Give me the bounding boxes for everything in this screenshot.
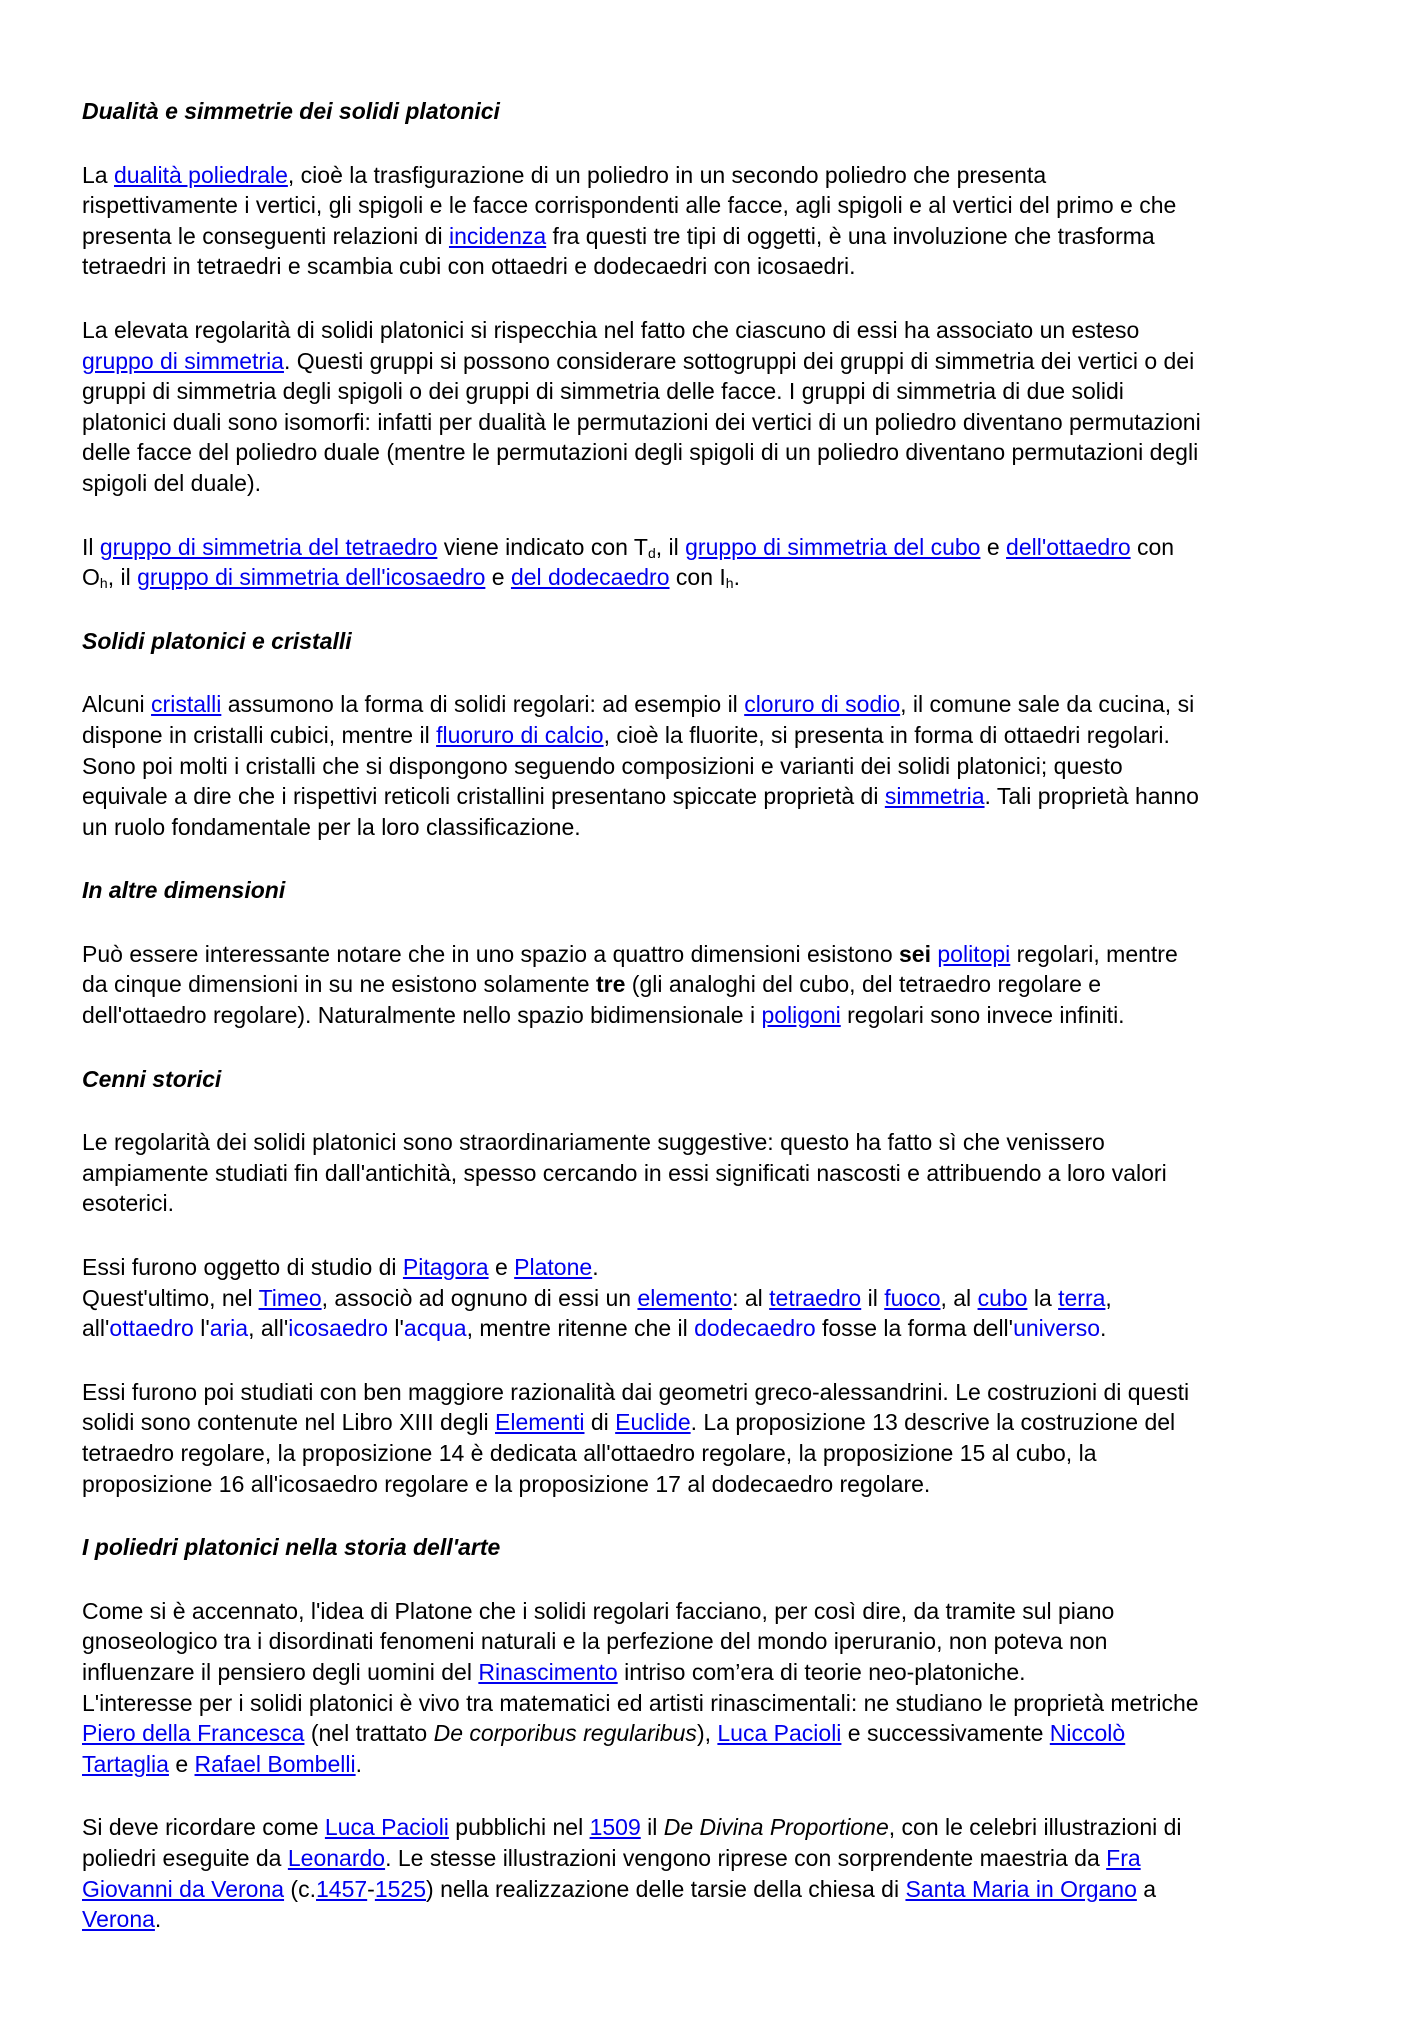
text: spigoli del duale). [82, 469, 262, 496]
link-simmetria[interactable]: simmetria [884, 783, 985, 810]
paragraph-duality-2 [82, 315, 1382, 499]
link-euclide[interactable]: Euclide [615, 1409, 691, 1436]
text: , con le celebri illustrazioni di [888, 1814, 1182, 1841]
text: l' [388, 1315, 404, 1342]
link-elementi[interactable]: Elementi [495, 1409, 585, 1436]
text: esoterici. [82, 1190, 175, 1217]
text: Sono poi molti i cristalli che si dispongono seguendo composizioni e varianti dei solidi platonici; questo [82, 752, 1123, 779]
text: Quest'ultimo, nel [82, 1284, 259, 1311]
text: dell'ottaedro regolare). Naturalmente nello spazio bidimensionale i [82, 1002, 762, 1029]
link-1457[interactable]: 1457 [316, 1875, 368, 1902]
text: L'interesse per i solidi platonici è vivo tra matematici ed artisti rinascimentali: ne studiano le proprietà metriche [82, 1689, 1199, 1716]
text: l' [193, 1315, 210, 1342]
text: . Questi gruppi si possono considerare sottogruppi dei gruppi di simmetria dei vertici o dei [283, 347, 1195, 374]
text: . [733, 564, 740, 591]
link-acqua[interactable]: acqua [403, 1315, 467, 1342]
text: . Le stesse illustrazioni vengono riprese con sorprendente maestria da [385, 1844, 1107, 1871]
link-universo[interactable]: universo [1013, 1315, 1100, 1342]
text: , all' [248, 1315, 289, 1342]
text: , cioè la fluorite, si presenta in forma di ottaedri regolari. [603, 721, 1170, 748]
bold-text: sei [899, 940, 931, 967]
text: il [640, 1814, 664, 1841]
link-1509[interactable]: 1509 [589, 1814, 641, 1841]
text: Essi furono oggetto di studio di [82, 1254, 403, 1281]
text: . [592, 1254, 599, 1281]
link-fra-giovanni-2[interactable]: Giovanni da Verona [82, 1875, 285, 1902]
link-1525[interactable]: 1525 [374, 1875, 427, 1902]
text: assumono la forma di solidi regolari: ad esempio il [221, 691, 745, 718]
text: proposizione 16 all'icosaedro regolare e la proposizione 17 al dodecaedro regolare. [82, 1470, 931, 1497]
text: viene indicato con T [437, 533, 648, 560]
link-pitagora[interactable]: Pitagora [402, 1254, 489, 1281]
text: Può essere interessante notare che in uno spazio a quattro dimensioni esistono [82, 940, 900, 967]
text: presenta le conseguenti relazioni di [82, 222, 449, 249]
link-terra[interactable]: terra [1058, 1284, 1106, 1311]
text: intriso com’era di teorie neo-platoniche. [617, 1658, 1026, 1685]
text: La [82, 161, 114, 188]
text: Alcuni [82, 691, 152, 718]
subscript: d [647, 544, 656, 561]
link-platone[interactable]: Platone [514, 1254, 593, 1281]
text: un ruolo fondamentale per la loro classificazione. [82, 813, 581, 840]
text: Il [82, 533, 100, 560]
link-fra-giovanni-1[interactable]: Fra [1106, 1844, 1141, 1871]
text: , il [107, 564, 138, 591]
section-heading-art: I poliedri platonici nella storia dell'arte [82, 1534, 501, 1561]
section-heading-dimensions: In altre dimensioni [82, 877, 286, 904]
paragraph-history-3 [82, 1377, 1382, 1499]
link-timeo[interactable]: Timeo [258, 1284, 322, 1311]
text: con [1130, 533, 1175, 560]
text: fra questi tre tipi di oggetti, è una involuzione che trasforma [546, 222, 1155, 249]
text: gnoseologico tra i disordinati fenomeni naturali e la perfezione del mondo iperuranio, non poteva non [82, 1628, 1108, 1655]
link-poligoni[interactable]: poligoni [761, 1002, 841, 1029]
text: da cinque dimensioni in su ne esistono solamente [82, 971, 596, 998]
paragraph-art-1 [82, 1596, 1382, 1780]
text: , associò ad ognuno di essi un [321, 1284, 638, 1311]
link-dodecaedro-2[interactable]: dodecaedro [694, 1315, 816, 1342]
text: , mentre ritenne che il [466, 1315, 695, 1342]
text: e successivamente [841, 1720, 1050, 1747]
text: , cioè la trasfigurazione di un poliedro in un secondo poliedro che presenta [287, 161, 1047, 188]
link-dualita-poliedrale[interactable]: dualità poliedrale [113, 161, 288, 188]
link-aria[interactable]: aria [209, 1315, 249, 1342]
text: . [355, 1750, 362, 1777]
text: (gli analoghi del cubo, del tetraedro regolare e [625, 971, 1102, 998]
link-luca-pacioli-2[interactable]: Luca Pacioli [324, 1814, 449, 1841]
text: , il comune sale da cucina, si [900, 691, 1195, 718]
text: il [861, 1284, 885, 1311]
link-niccolo-tartaglia-1[interactable]: Niccolò [1049, 1720, 1126, 1747]
link-cloruro-di-sodio[interactable]: cloruro di sodio [744, 691, 901, 718]
text: regolari sono invece infiniti. [840, 1002, 1125, 1029]
paragraph-art-2 [82, 1812, 1382, 1934]
text: ), [696, 1720, 718, 1747]
text: La elevata regolarità di solidi platonici si rispecchia nel fatto che ciascuno di essi ha associato un esteso [82, 316, 1140, 343]
text: ) nella realizzazione delle tarsie della chiesa di [426, 1875, 906, 1902]
section-heading-duality: Dualità e simmetrie dei solidi platonici [82, 98, 500, 124]
link-icosaedro[interactable]: icosaedro [288, 1315, 388, 1342]
text: con I [669, 564, 726, 591]
link-dodecaedro[interactable]: del dodecaedro [510, 564, 670, 591]
italic-title: De corporibus regularibus [433, 1720, 697, 1747]
text: equivale a dire che i rispettivi reticoli cristallini presentano spiccate proprietà di [82, 783, 885, 810]
link-incidenza[interactable]: incidenza [448, 222, 547, 249]
link-elemento[interactable]: elemento [637, 1284, 733, 1311]
paragraph-crystals-1 [82, 689, 1382, 842]
text: ampiamente studiati fin dall'antichità, spesso cercando in essi significati nascosti e attribuendo a loro valori [82, 1159, 1167, 1186]
text: a [1136, 1875, 1157, 1902]
text: e [485, 564, 511, 591]
text: , il [655, 533, 686, 560]
text: e [168, 1750, 195, 1777]
link-ottaedro[interactable]: dell'ottaedro [1006, 533, 1131, 560]
text: (nel trattato [304, 1720, 434, 1747]
section-heading-crystals: Solidi platonici e cristalli [82, 627, 352, 654]
link-rinascimento[interactable]: Rinascimento [478, 1658, 618, 1685]
link-gruppo-simmetria-tetraedro[interactable]: gruppo di simmetria del tetraedro [99, 533, 438, 560]
link-luca-pacioli[interactable]: Luca Pacioli [717, 1720, 842, 1747]
italic-title: De Divina Proportione [663, 1814, 889, 1841]
link-verona[interactable]: Verona [82, 1906, 155, 1933]
text: all' [82, 1315, 110, 1342]
paragraph-history-2 [82, 1252, 1382, 1344]
text: poliedri eseguite da [82, 1844, 288, 1871]
text: solidi sono contenute nel Libro XIII degli [82, 1409, 495, 1436]
link-politopi[interactable]: politopi [937, 940, 1011, 967]
text: (c. [284, 1875, 316, 1902]
paragraph-duality-3 [82, 532, 1382, 593]
link-fluoruro-di-calcio[interactable]: fluoruro di calcio [436, 721, 604, 748]
paragraph-dimensions-1 [82, 939, 1382, 1031]
paragraph-history-1 [82, 1127, 1382, 1219]
text: tetraedri in tetraedri e scambia cubi con ottaedri e dodecaedri con icosaedri. [82, 253, 856, 280]
paragraph-duality-1 [82, 160, 1382, 282]
link-ottaedro-2[interactable]: ottaedro [109, 1315, 194, 1342]
text: Essi furono poi studiati con ben maggiore razionalità dai geometri greco-alessandrini. Le costruzioni di questi [82, 1378, 1190, 1405]
text: : al [732, 1284, 770, 1311]
text: delle facce del poliedro duale (mentre le permutazioni degli spigoli di un poliedro diventano permutazioni degli [82, 439, 1199, 466]
link-gruppo-simmetria-icosaedro[interactable]: gruppo di simmetria dell'icosaedro [137, 564, 486, 591]
text: , al [940, 1284, 978, 1311]
text: rispettivamente i vertici, gli spigoli e le facce corrispondenti alle facce, agli spigoli e al vertici del primo e che [82, 192, 1177, 219]
text: regolari, mentre [1010, 940, 1178, 967]
text: . [1100, 1315, 1107, 1342]
text: . Tali proprietà hanno [984, 783, 1199, 810]
link-fuoco[interactable]: fuoco [884, 1284, 941, 1311]
text: , [1105, 1284, 1112, 1311]
document-page [82, 96, 1382, 1935]
section-heading-history: Cenni storici [82, 1065, 222, 1092]
link-santa-maria-in-organo[interactable]: Santa Maria in Organo [905, 1875, 1137, 1902]
link-tetraedro[interactable]: tetraedro [769, 1284, 862, 1311]
text: platonici duali sono isomorfi: infatti per dualità le permutazioni dei vertici di un poliedro diventano permutazioni [82, 408, 1201, 435]
link-niccolo-tartaglia-2[interactable]: Tartaglia [82, 1750, 169, 1777]
text: . La proposizione 13 descrive la costruzione del [690, 1409, 1176, 1436]
text: e [488, 1254, 515, 1281]
link-cristalli[interactable]: cristalli [151, 691, 222, 718]
text: O [82, 564, 100, 591]
text: influenzare il pensiero degli uomini del [82, 1658, 479, 1685]
link-gruppo-simmetria-cubo[interactable]: gruppo di simmetria del cubo [685, 533, 981, 560]
text: Si deve ricordare come [82, 1814, 325, 1841]
text: Le regolarità dei solidi platonici sono straordinariamente suggestive: questo ha fatto sì che venissero [82, 1129, 1105, 1156]
text: di [584, 1409, 616, 1436]
text: Come si è accennato, l'idea di Platone che i solidi regolari facciano, per così dire, da tramite sul piano [82, 1597, 1115, 1624]
text: pubblichi nel [448, 1814, 590, 1841]
text: la [1027, 1284, 1059, 1311]
text: tetraedro regolare, la proposizione 14 è dedicata all'ottaedro regolare, la proposizione 15 al cubo, la [82, 1440, 1097, 1466]
link-leonardo[interactable]: Leonardo [287, 1844, 386, 1871]
text: e [980, 533, 1007, 560]
text: - [367, 1875, 375, 1902]
link-rafael-bombelli[interactable]: Rafael Bombelli [194, 1750, 356, 1777]
text: . [154, 1906, 162, 1933]
link-gruppo-di-simmetria[interactable]: gruppo di simmetria [82, 347, 284, 374]
subscript: h [725, 575, 734, 592]
subscript: h [99, 575, 108, 592]
text: dispone in cristalli cubici, mentre il [82, 721, 437, 748]
link-piero-della-francesca[interactable]: Piero della Francesca [82, 1720, 305, 1747]
bold-text: tre [596, 971, 626, 998]
link-cubo[interactable]: cubo [977, 1284, 1028, 1311]
text: fosse la forma dell' [815, 1315, 1014, 1342]
text: gruppi di simmetria degli spigoli o dei gruppi di simmetria delle facce. I gruppi di simmetria di due solidi [82, 378, 1124, 405]
